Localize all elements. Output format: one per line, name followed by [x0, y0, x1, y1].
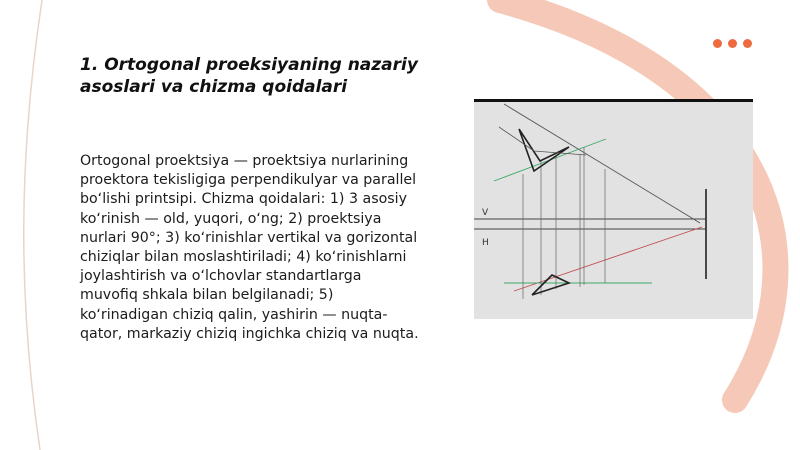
slide-body-text: Ortogonal proektsiya — proektsiya nurlarining proektora tekisligiga perpendikulyar va parallel boʻlishi printsipi. Chizma qoidalari: 1) 3 asosiy koʻrinish — old, yuqori, oʻng; 2) proektsiya nurlari 90°; 3) koʻrinishlar vertikal va gorizontal chiziqlar bilan moslashtiriladi; 4) koʻrinishlarni joylashtirish va oʻlchovlar standartlarga muvofiq shkala bilan belgilanadi; 5) koʻrinadigan chiziq qalin, yashirin — nuqta-qator, markaziy chiziq ingichka chiziq va nuqta.: [80, 153, 419, 342]
orthogonal-projection-diagram: [474, 99, 753, 319]
accent-dots: [713, 39, 752, 48]
dot-icon: [713, 39, 722, 48]
axis-label-h: H: [482, 238, 489, 248]
slide-title: 1. Ortogonal proeksiyaning nazariy asoslari va chizma qoidalari: [80, 55, 418, 97]
dot-icon: [728, 39, 737, 48]
left-thin-arc: [24, 0, 42, 450]
diagram-background: [474, 99, 753, 319]
dot-icon: [743, 39, 752, 48]
axis-label-v: V: [482, 208, 489, 218]
